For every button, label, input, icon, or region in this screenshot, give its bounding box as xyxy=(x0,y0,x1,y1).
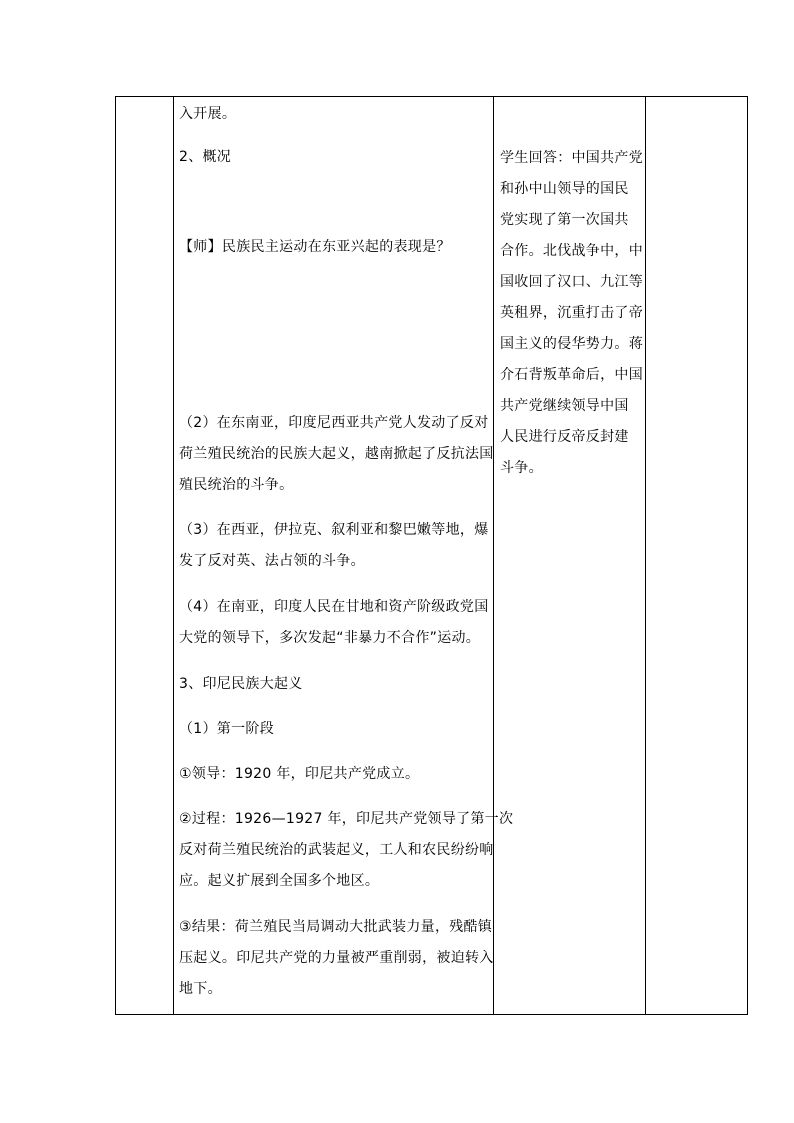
student-answer-line: 国主义的侵华势力。蒋 xyxy=(500,336,643,352)
student-activity-cell xyxy=(493,97,645,1014)
teacher-question: 【师】民族民主运动在东亚兴起的表现是？ xyxy=(179,239,451,255)
result-line-2: 压起义。印尼共产党的力量被严重削弱，被迫转入 xyxy=(179,950,494,966)
west-asia-line-1: （3）在西亚，伊拉克、叙利亚和黎巴嫩等地，爆 xyxy=(179,522,489,538)
student-answer-line: 共产党继续领导中国 xyxy=(500,398,629,414)
southeast-asia-line-3: 殖民统治的斗争。 xyxy=(179,477,294,493)
student-answer-line: 介石背叛革命后，中国 xyxy=(500,367,643,383)
southeast-asia-line-1: （2）在东南亚，印度尼西亚共产党人发动了反对 xyxy=(179,415,489,431)
leadership-item: ①领导：1920 年，印尼共产党成立。 xyxy=(179,766,420,782)
process-line-2: 反对荷兰殖民统治的武装起义，工人和农民纷纷响 xyxy=(179,842,494,858)
west-asia-line-2: 发了反对英、法占领的斗争。 xyxy=(179,553,365,569)
student-answer-line: 英租界，沉重打击了帝 xyxy=(500,305,643,321)
student-answer-line: 学生回答：中国共产党 xyxy=(500,150,643,166)
lesson-table xyxy=(115,96,748,1015)
column-1-cell xyxy=(116,97,173,1014)
student-answer-line: 斗争。 xyxy=(500,460,543,476)
paragraph-continuation: 入开展。 xyxy=(179,106,237,122)
result-line-1: ③结果：荷兰殖民当局调动大批武装力量，残酷镇 xyxy=(179,919,493,935)
heading-indonesia-uprising: 3、印尼民族大起义 xyxy=(179,676,303,692)
heading-overview: 2、概况 xyxy=(179,149,232,165)
student-answer-line: 合作。北伐战争中，中 xyxy=(500,243,643,259)
process-line-3: 应。起义扩展到全国多个地区。 xyxy=(179,873,380,889)
column-4-cell xyxy=(645,97,747,1014)
student-answer-line: 党实现了第一次国共 xyxy=(500,212,629,228)
student-answer-line: 人民进行反帝反封建 xyxy=(500,429,629,445)
student-answer-line: 和孙中山领导的国民 xyxy=(500,181,629,197)
student-answer-line: 国收回了汉口、九江等 xyxy=(500,274,643,290)
heading-first-stage: （1）第一阶段 xyxy=(179,721,275,737)
teaching-content-cell xyxy=(173,97,514,1014)
process-line-1: ②过程：1926—1927 年，印尼共产党领导了第一次 xyxy=(179,811,514,827)
result-line-3: 地下。 xyxy=(179,981,222,997)
south-asia-line-1: （4）在南亚，印度人民在甘地和资产阶级政党国 xyxy=(179,599,489,615)
southeast-asia-line-2: 荷兰殖民统治的民族大起义，越南掀起了反抗法国 xyxy=(179,446,494,462)
south-asia-line-2: 大党的领导下，多次发起“非暴力不合作”运动。 xyxy=(179,630,481,646)
